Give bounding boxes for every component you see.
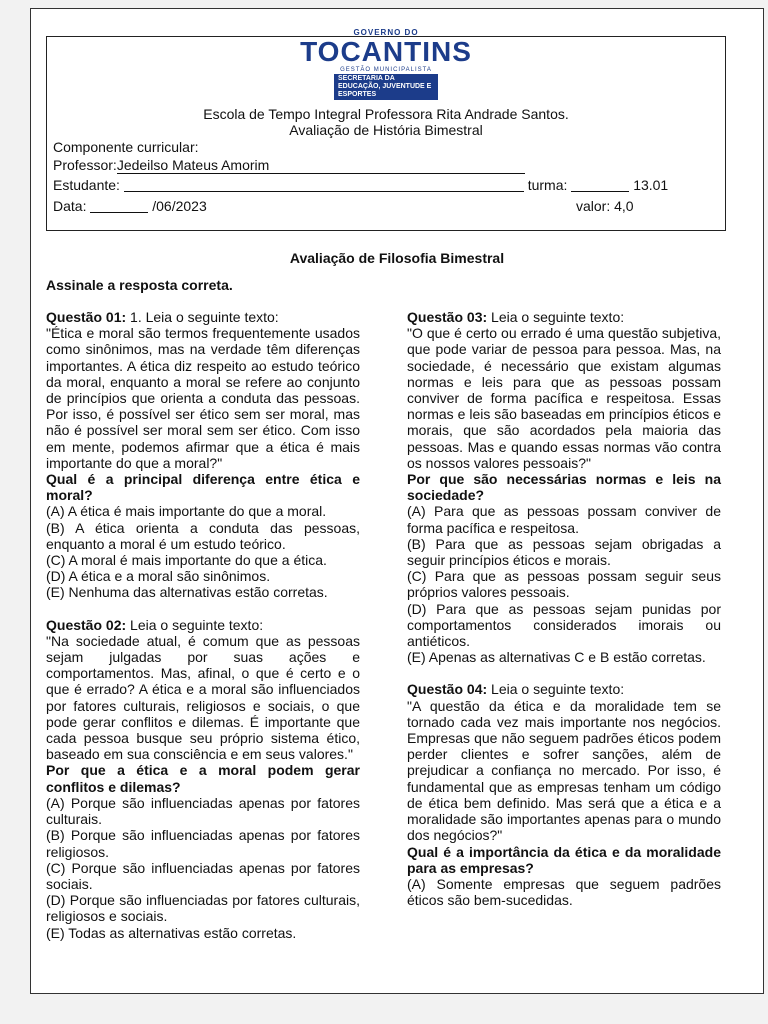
question-3-option-c[interactable]: (C) Para que as pessoas possam seguir seus próprios valores pessoais. (407, 568, 721, 601)
question-4-header (407, 681, 721, 697)
question-4-intro: Leia o seguinte texto: (487, 681, 625, 698)
date-field[interactable] (90, 198, 148, 213)
question-1-option-e[interactable]: (E) Nenhuma das alternativas estão corretas. (46, 584, 328, 601)
question-4-prompt: Qual é a importância da ética e da moralidade para as empresas? (407, 843, 721, 876)
question-1-intro: 1. Leia o seguinte texto: (126, 309, 279, 325)
question-2-option-d[interactable]: (D) Porque são influenciadas por fatores culturais, religiosos e sociais. (46, 892, 360, 925)
question-4-label: Questão 04: (407, 681, 488, 698)
turma-label: turma: (527, 177, 568, 193)
question-1-option-d[interactable]: (D) A ética e a moral são sinônimos. (46, 568, 271, 585)
question-2-option-e[interactable]: (E) Todas as alternativas estão corretas. (46, 924, 297, 941)
question-2-intro: Leia o seguinte texto: (126, 616, 264, 633)
question-1-option-c[interactable]: (C) A moral é mais importante do que a ética. (46, 552, 327, 569)
professor-line (53, 157, 525, 174)
question-2-label: Questão 02: (46, 616, 127, 633)
student-label: Estudante: (53, 177, 120, 193)
exam-value: valor: 4,0 (576, 198, 634, 214)
question-2-text: "Na sociedade atual, é comum que as pessoas sejam julgadas por suas ações e comportamentos. Mas, afinal, o que é certo e o que é errado? A ética e a moral são influenciados por fatores culturais, religiosos e sociais, o que pode gerar conflitos e dilemas. É importante que cada pessoa busque seu próprio sistema ético, baseado em sua consciência e em seus valores." (46, 632, 360, 763)
turma-field[interactable] (571, 177, 629, 192)
date-value: /06/2023 (152, 198, 207, 214)
question-4-option-a[interactable]: (A) Somente empresas que seguem padrões éticos são bem-sucedidas. (407, 875, 721, 909)
question-3-option-b[interactable]: (B) Para que as pessoas sejam obrigadas a seguir princípios éticos e morais. (407, 535, 721, 569)
logo-tocantins: TOCANTINS (300, 36, 472, 67)
date-line (53, 198, 207, 214)
right-column (407, 309, 721, 908)
instruction: Assinale a resposta correta. (46, 277, 233, 293)
turma-value: 13.01 (633, 177, 669, 193)
question-3-intro: Leia o seguinte texto: (487, 309, 625, 325)
question-1-prompt: Qual é a principal diferença entre ética e moral? (46, 471, 360, 504)
question-3-label: Questão 03: (407, 309, 488, 325)
tocantins-logo (288, 28, 484, 102)
question-1-option-b[interactable]: (B) A ética orienta a conduta das pessoas, enquanto a moral é um estudo teórico. (46, 519, 360, 552)
exam-title: Avaliação de Filosofia Bimestral (289, 250, 505, 266)
logo-governo: GOVERNO DO (353, 28, 419, 37)
question-1-label: Questão 01: (46, 309, 127, 325)
professor-name: Jedeilso Mateus Amorim (117, 157, 525, 174)
question-3-prompt: Por que são necessárias normas e leis na sociedade? (407, 471, 721, 504)
question-4-text: "A questão da ética e da moralidade tem se tornado cada vez mais importante nos negócios. Empresas que não seguem padrões éticos podem perder clientes e sofrer sanções, além de prejudicar a confiança no mercado. Por isso, é fundamental que as empresas tenham um código de ética bem definido. Mas será que a ética e a moralidade são importantes apenas para o mundo dos negócios?" (407, 697, 721, 844)
question-2-prompt: Por que a ética e a moral podem gerar conflitos e dilemas? (46, 762, 360, 795)
student-field[interactable] (124, 177, 524, 192)
question-1-header (46, 309, 360, 325)
professor-label: Professor: (53, 157, 117, 173)
student-line (53, 177, 668, 193)
logo-gestao: GESTÃO MUNICIPALISTA (340, 67, 432, 73)
question-2-option-a[interactable]: (A) Porque são influenciadas apenas por fatores culturais. (46, 794, 360, 828)
logo-secretaria: SECRETARIA DA EDUCAÇÃO, JUVENTUDE E ESPORTES (334, 74, 438, 100)
question-3-option-d[interactable]: (D) Para que as pessoas sejam punidas por comportamentos considerados imorais ou antiéticos. (407, 600, 721, 650)
exam-name: Avaliação de História Bimestral (289, 122, 483, 138)
date-label: Data: (53, 198, 87, 214)
question-2-header (46, 617, 360, 633)
question-1-option-a[interactable]: (A) A ética é mais importante do que a moral. (46, 503, 327, 520)
question-3-text: "O que é certo ou errado é uma questão subjetiva, que pode variar de pessoa para pessoa. Mas, na sociedade, é necessário que existam algumas normas e leis para que as pessoas possam conviver de forma pacífica e respeitosa. Essas normas e leis são baseadas em princípios éticos e morais, que são acordados pela maioria das pessoas. Mas e quando essas normas vão contra os nossos valores pessoais?" (407, 325, 721, 471)
question-3-header (407, 309, 721, 325)
question-3-option-a[interactable]: (A) Para que as pessoas possam conviver de forma pacífica e respeitosa. (407, 503, 721, 536)
school-name: Escola de Tempo Integral Professora Rita Andrade Santos. (203, 106, 569, 122)
question-1-text: "Ética e moral são termos frequentemente usados como sinônimos, mas na verdade têm diferenças importantes. A ética diz respeito ao estudo teórico da moral, enquanto a moral se refere ao conjunto de princípios que orienta a conduta das pessoas. Por isso, é possível ser ético sem ser moral, mas não é possível ser moral sem ser ético. Com isso em mente, podemos afirmar que a ética é mais importante do que a moral?" (46, 325, 360, 471)
question-2-option-b[interactable]: (B) Porque são influenciadas apenas por fatores religiosos. (46, 827, 360, 860)
left-column (46, 309, 360, 941)
component-label: Componente curricular: (53, 139, 199, 155)
question-3-option-e[interactable]: (E) Apenas as alternativas C e B estão corretas. (407, 649, 706, 666)
question-2-option-c[interactable]: (C) Porque são influenciadas apenas por fatores sociais. (46, 859, 360, 892)
